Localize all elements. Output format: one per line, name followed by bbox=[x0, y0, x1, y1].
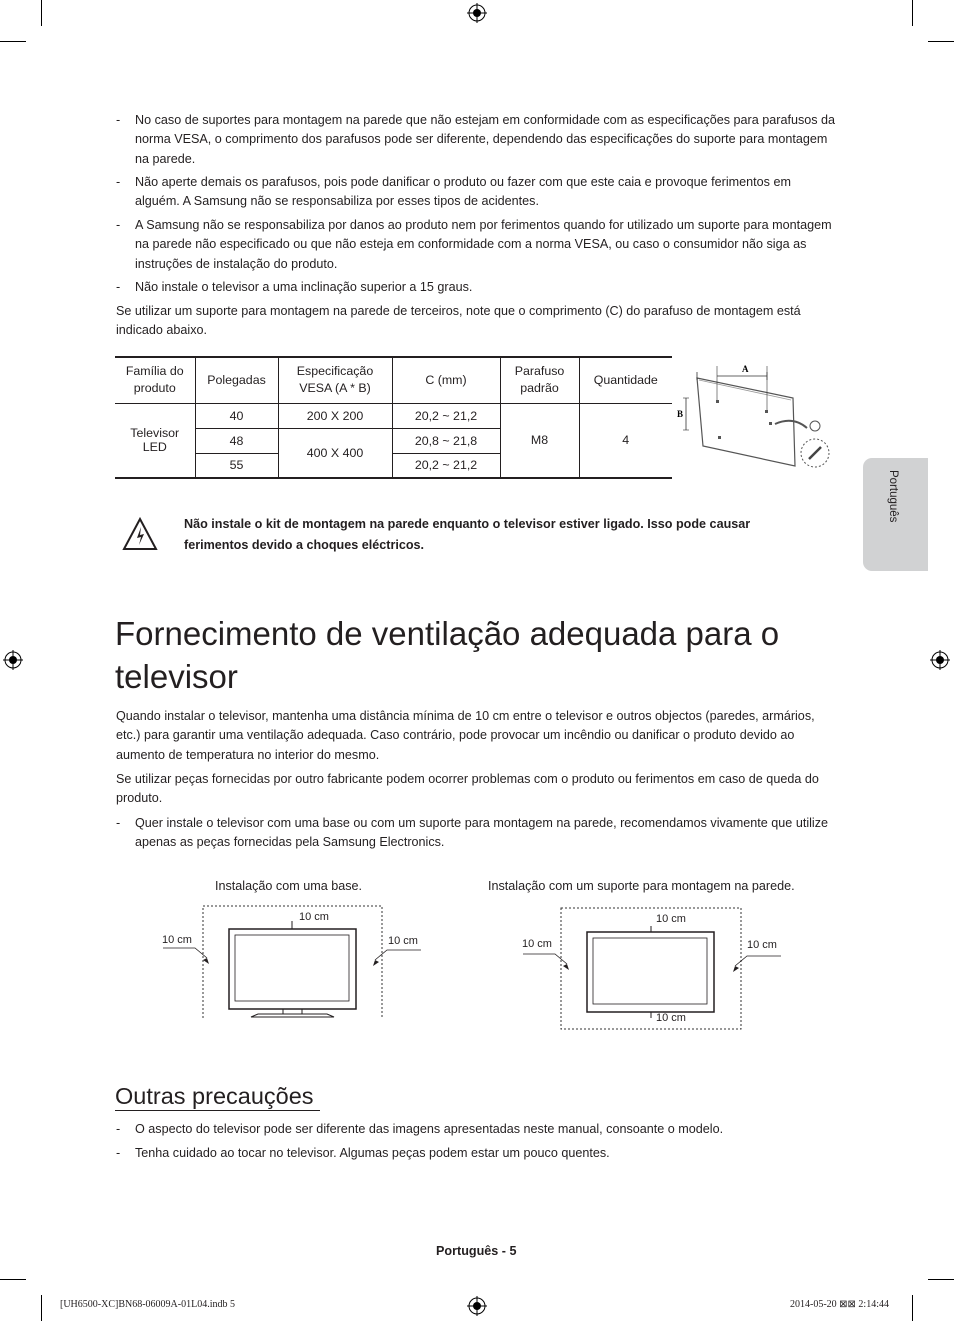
bullet-item: - Quer instale o televisor com uma base ou com um suporte para montagem na parede, recomendamos vivamente que utilize apenas as peças fornecidas pela Samsung Electronics. bbox=[116, 816, 829, 850]
stand-installation-figure bbox=[155, 898, 430, 1023]
distance-top: 10 cm bbox=[656, 913, 686, 925]
vesa-spec-table bbox=[115, 356, 672, 479]
subsection-title: Outras precauções bbox=[115, 1083, 314, 1109]
section-title: Fornecimento de ventilação adequada para o televisor bbox=[115, 615, 780, 695]
distance-bottom: 10 cm bbox=[656, 1012, 686, 1024]
cell-c-mm: 20,8 ~ 21,8 bbox=[392, 428, 500, 453]
cell-c-mm: 20,2 ~ 21,2 bbox=[392, 453, 500, 478]
registration-mark-right bbox=[930, 650, 950, 670]
cell-inches: 48 bbox=[195, 428, 278, 453]
print-datetime: 2014-05-20 ⊠⊠ 2:14:44 bbox=[790, 1299, 889, 1310]
cell-vesa: 200 X 200 bbox=[278, 403, 392, 428]
warning-text: Não instale o kit de montagem na parede enquanto o televisor estiver ligado. Isso pode causar ferimentos devido a choques eléctricos. bbox=[184, 517, 751, 552]
bullet-item: - Não aperte demais os parafusos, pois pode danificar o produto ou fazer com que este caia e provoque ferimentos em alguém. A Samsung não se responsabiliza por esses tipos de acidentes. bbox=[116, 175, 791, 209]
cell-screw: M8 bbox=[500, 403, 579, 478]
cell-c-mm: 20,2 ~ 21,2 bbox=[392, 403, 500, 428]
subsection-underline bbox=[115, 1110, 320, 1111]
cell-vesa: 400 X 400 bbox=[278, 428, 392, 478]
header-vesa: Especificação VESA (A * B) bbox=[278, 357, 392, 403]
bullet-item: - Não instale o televisor a uma inclinação superior a 15 graus. bbox=[116, 280, 473, 294]
header-inches: Polegadas bbox=[195, 357, 278, 403]
distance-right: 10 cm bbox=[747, 939, 777, 951]
stand-caption: Instalação com uma base. bbox=[215, 879, 363, 893]
header-c-mm: C (mm) bbox=[392, 357, 500, 403]
bullet-item: - A Samsung não se responsabiliza por danos ao produto nem por ferimentos quando for utilizado um suporte para montagem na parede não especificado ou que não esteja em conformidade com a norma VESA, ou caso o consumidor não siga as instruções de instalação do produto. bbox=[116, 218, 832, 271]
page-number: Português - 5 bbox=[436, 1244, 517, 1258]
wall-installation-figure bbox=[515, 900, 790, 1035]
distance-right: 10 cm bbox=[388, 935, 418, 947]
header-screw: Parafuso padrão bbox=[500, 357, 579, 403]
vent-paragraph: Se utilizar peças fornecidas por outro fabricante podem ocorrer problemas com o produto ou ferimentos em caso de queda do produto. bbox=[116, 772, 819, 806]
warning-icon bbox=[122, 517, 158, 551]
bullet-item: - O aspecto do televisor pode ser diferente das imagens apresentadas neste manual, consoante o modelo. bbox=[116, 1122, 724, 1136]
bullet-item: - Tenha cuidado ao tocar no televisor. Algumas peças podem estar um pouco quentes. bbox=[116, 1146, 610, 1160]
label-b: B bbox=[677, 409, 684, 419]
cell-family: Televisor LED bbox=[115, 403, 195, 478]
wall-mount-diagram bbox=[675, 358, 835, 484]
bullet-item: - No caso de suportes para montagem na parede que não estejam em conformidade com as especificações para parafusos da norma VESA, o comprimento dos parafusos pode ser diferente, dependendo das especificações do suporte para montagem na parede. bbox=[116, 113, 836, 166]
distance-left: 10 cm bbox=[162, 934, 192, 946]
distance-left: 10 cm bbox=[522, 938, 552, 950]
cell-inches: 55 bbox=[195, 453, 278, 478]
registration-mark-left bbox=[3, 650, 23, 670]
header-quantity: Quantidade bbox=[579, 357, 672, 403]
distance-top: 10 cm bbox=[299, 911, 329, 923]
header-family: Família do produto bbox=[115, 357, 195, 403]
print-file-info: [UH6500-XC]BN68-06009A-01L04.indb 5 bbox=[60, 1299, 235, 1310]
vent-paragraph: Quando instalar o televisor, mantenha uma distância mínima de 10 cm entre o televisor e outros objectos (paredes, armários, etc.) para garantir uma ventilação adequada. Caso contrário, pode provocar um incêndio ou danificar o produto devido ao aumento de temperatura no interior do mesmo. bbox=[116, 709, 815, 762]
label-a: A bbox=[742, 364, 749, 374]
intro-paragraph: Se utilizar um suporte para montagem na parede de terceiros, note que o comprimento (C) do parafuso de montagem está indicado abaixo. bbox=[116, 304, 801, 338]
cell-quantity: 4 bbox=[579, 403, 672, 478]
side-tab-label: Português bbox=[887, 470, 899, 523]
registration-mark-top bbox=[467, 3, 487, 23]
cell-inches: 40 bbox=[195, 403, 278, 428]
registration-mark-bottom bbox=[467, 1296, 487, 1316]
wall-caption: Instalação com um suporte para montagem na parede. bbox=[488, 879, 795, 893]
